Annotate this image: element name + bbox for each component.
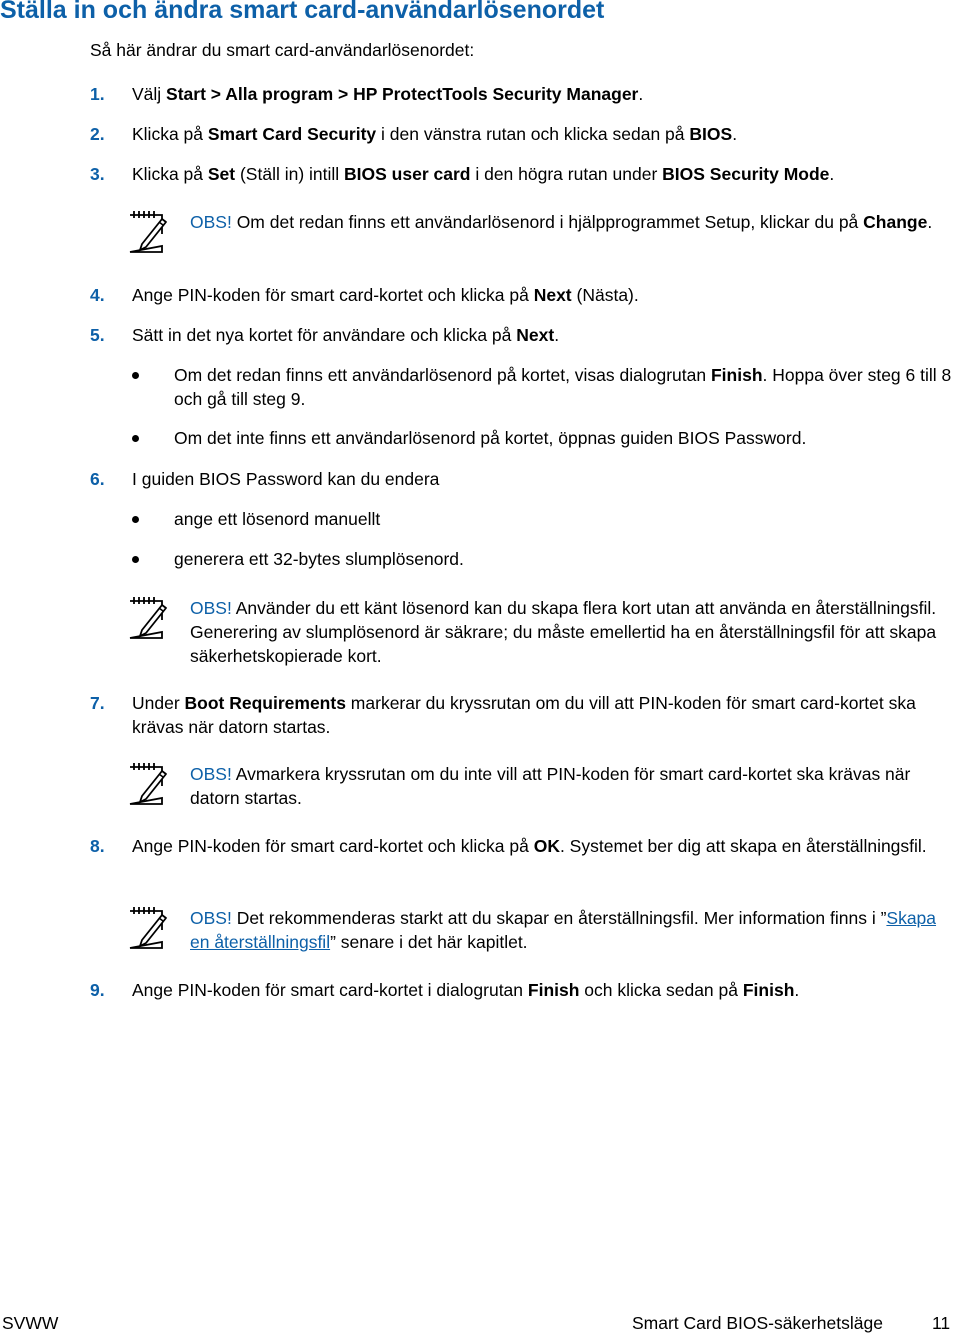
step-text: Klicka på Smart Card Security i den vänstra rutan och klicka sedan på BIOS. xyxy=(132,124,738,144)
footer-section: Smart Card BIOS-säkerhetsläge xyxy=(632,1313,883,1333)
note-label: OBS! xyxy=(190,764,232,784)
note-text: OBS! Använder du ett känt lösenord kan du skapa flera kort utan att använda en återställningsfil. Generering av slumplösenord är säkrare; du måste emellertid ha en återställningsfil för att skapa säkerhetskopierade kort. xyxy=(190,598,937,666)
bullet-text: generera ett 32-bytes slumplösenord. xyxy=(174,549,464,569)
note-text: OBS! Om det redan finns ett användarlösenord i hjälpprogrammet Setup, klickar du på Change. xyxy=(190,212,933,232)
note-pencil-icon xyxy=(128,762,168,806)
step-number: 2. xyxy=(90,124,105,144)
note-pencil-icon xyxy=(128,210,168,254)
bullet-text: ange ett lösenord manuellt xyxy=(174,509,381,529)
step-number: 8. xyxy=(90,836,105,856)
bullet-text: Om det inte finns ett användarlösenord på kortet, öppnas guiden BIOS Password. xyxy=(174,428,807,448)
step-text: Klicka på Set (Ställ in) intill BIOS user card i den högra rutan under BIOS Security Mode. xyxy=(132,164,835,184)
bullet-text: Om det redan finns ett användarlösenord på kortet, visas dialogrutan Finish. Hoppa över steg 6 till 8 och gå till steg 9. xyxy=(174,365,952,409)
bullet-icon xyxy=(132,435,139,442)
bullet-icon xyxy=(132,372,139,379)
note-text: OBS! Det rekommenderas starkt att du skapar en återställningsfil. Mer information finns i ”Skapa en återställningsfil” senare i det här kapitlet. xyxy=(190,908,937,952)
bullet-icon xyxy=(132,516,139,523)
page-title: Ställa in och ändra smart card-användarlösenordet xyxy=(0,0,605,24)
step-number: 5. xyxy=(90,325,105,345)
step-text: Ange PIN-koden för smart card-kortet och klicka på OK. Systemet ber dig att skapa en återställningsfil. xyxy=(132,836,927,856)
step-text: Ange PIN-koden för smart card-kortet och klicka på Next (Nästa). xyxy=(132,285,639,305)
intro-text: Så här ändrar du smart card-användarlösenordet: xyxy=(90,40,475,60)
page-number: 11 xyxy=(932,1313,951,1333)
step-number: 1. xyxy=(90,84,105,104)
note-label: OBS! xyxy=(190,598,232,618)
footer-left: SVWW xyxy=(2,1313,59,1333)
note-pencil-icon xyxy=(128,596,168,640)
note-label: OBS! xyxy=(190,908,232,928)
step-number: 4. xyxy=(90,285,105,305)
step-number: 6. xyxy=(90,469,105,489)
step-text: Sätt in det nya kortet för användare och klicka på Next. xyxy=(132,325,560,345)
step-number: 7. xyxy=(90,693,105,713)
step-text: Ange PIN-koden för smart card-kortet i dialogrutan Finish och klicka sedan på Finish. xyxy=(132,980,800,1000)
step-number: 3. xyxy=(90,164,105,184)
recovery-file-link[interactable]: Skapa en återställningsfil xyxy=(190,908,937,952)
note-text: OBS! Avmarkera kryssrutan om du inte vill att PIN-koden för smart card-kortet ska krävas när datorn startas. xyxy=(190,764,911,808)
note-pencil-icon xyxy=(128,906,168,950)
bullet-icon xyxy=(132,556,139,563)
step-text: I guiden BIOS Password kan du endera xyxy=(132,469,440,489)
step-text: Under Boot Requirements markerar du kryssrutan om du vill att PIN-koden för smart card-kortet ska krävas när datorn startas. xyxy=(132,693,916,737)
step-number: 9. xyxy=(90,980,105,1000)
note-label: OBS! xyxy=(190,212,232,232)
step-text: Välj Start > Alla program > HP ProtectTools Security Manager. xyxy=(132,84,644,104)
